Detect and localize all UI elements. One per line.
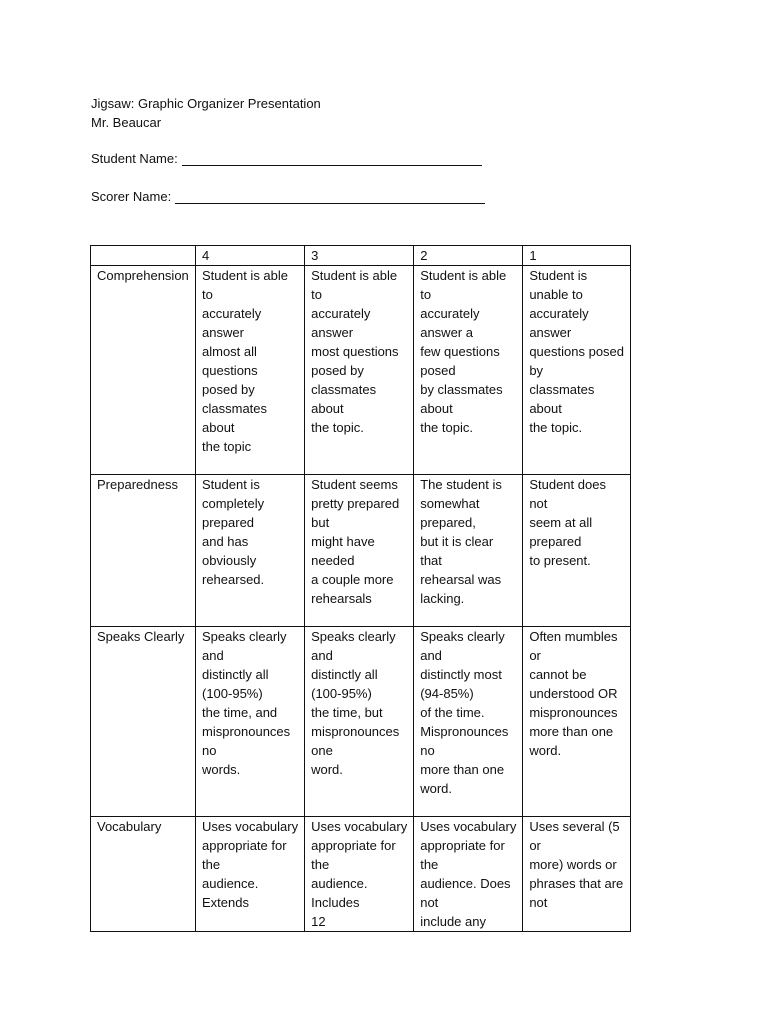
descriptor-line: The student is [420,477,502,492]
descriptor-cell [196,627,305,817]
descriptor-line: audience. [202,876,259,891]
descriptor-line: somewhat [420,496,480,511]
document-header [91,94,321,132]
descriptor-line: distinctly all [311,667,378,682]
descriptor-line: rehearsals [311,591,372,606]
descriptor-line: Speaks clearly [311,629,396,644]
descriptor-line: words. [202,762,241,777]
descriptor-cell [523,627,631,817]
descriptor-line: and [420,648,442,663]
descriptor-line: lacking. [420,591,465,606]
criterion-name: Speaks Clearly [97,629,185,644]
descriptor-line: few questions [420,344,500,359]
descriptor-line: prepared [529,534,582,549]
descriptor-cell [523,817,631,932]
scorer-name-blank [175,191,485,204]
descriptor-line: Student is able [420,268,507,283]
descriptor-line: of the time. [420,705,485,720]
descriptor-cell [414,475,523,627]
descriptor-line: distinctly all [202,667,269,682]
scorer-name-label: Scorer Name: [91,189,172,204]
descriptor-line: word. [529,743,562,758]
descriptor-line: more) words or [529,857,617,872]
descriptor-line: Student is [202,477,260,492]
descriptor-line: Extends [202,895,249,910]
rubric-row [91,627,631,817]
rubric-header-row [91,246,631,266]
rubric-table [90,245,631,932]
rubric-corner-cell [91,246,196,266]
descriptor-line: Student is able [311,268,398,283]
descriptor-line: word. [420,781,453,796]
descriptor-line: and [202,648,224,663]
student-name-label: Student Name: [91,151,178,166]
score-header-4: 4 [196,246,305,266]
descriptor-line: Often mumbles [529,629,618,644]
descriptor-line: (100-95%) [311,686,372,701]
descriptor-line: almost all [202,344,257,359]
descriptor-line: Uses vocabulary [420,819,517,834]
student-name-blank [182,153,482,166]
descriptor-line: seem at all [529,515,593,530]
criterion-name: Vocabulary [97,819,162,834]
descriptor-line: Student is [529,268,588,283]
descriptor-line: audience. [311,876,368,891]
descriptor-line: classmates [529,382,595,397]
descriptor-line: the topic. [420,420,473,435]
descriptor-line: the [420,857,439,872]
descriptor-line: prepared [202,515,255,530]
descriptor-line: the topic. [311,420,364,435]
descriptor-line: Student seems [311,477,398,492]
criterion-cell [91,475,196,627]
descriptor-line: rehearsed. [202,572,265,587]
descriptor-line: posed by [202,382,255,397]
descriptor-line: Student does [529,477,606,492]
descriptor-cell [523,266,631,475]
descriptor-line: not [529,496,548,511]
descriptor-line: and has [202,534,249,549]
descriptor-line: pretty prepared [311,496,400,511]
descriptor-cell [305,627,414,817]
rubric-row [91,266,631,475]
student-name-field [91,151,482,166]
descriptor-cell [305,817,414,932]
score-header-2: 2 [414,246,523,266]
descriptor-line: 12 [311,914,326,929]
descriptor-line: Uses vocabulary [311,819,408,834]
descriptor-line: appropriate for [420,838,505,853]
descriptor-line: to [420,287,432,302]
descriptor-line: answer [529,325,572,340]
descriptor-line: appropriate for [202,838,287,853]
criterion-cell [91,266,196,475]
descriptor-line: answer [311,325,354,340]
descriptor-line: (94-85%) [420,686,474,701]
descriptor-line: appropriate for [311,838,396,853]
descriptor-line: accurately [202,306,262,321]
descriptor-line: the time, and [202,705,278,720]
descriptor-line: Includes [311,895,360,910]
descriptor-line: to present. [529,553,591,568]
descriptor-line: accurately [529,306,589,321]
descriptor-line: most questions [311,344,399,359]
descriptor-line: completely [202,496,265,511]
score-header-3: 3 [305,246,414,266]
descriptor-line: mispronounces [529,705,618,720]
descriptor-line: Speaks clearly [202,629,287,644]
descriptor-line: questions [202,363,258,378]
descriptor-line: or [529,838,541,853]
descriptor-line: about [311,401,344,416]
descriptor-line: the [202,857,221,872]
descriptor-line: answer [202,325,244,340]
criterion-cell [91,627,196,817]
descriptor-line: Student is able [202,268,289,283]
descriptor-line: mispronounces [202,724,291,739]
descriptor-line: Uses several (5 [529,819,620,834]
descriptor-line: but [311,515,330,530]
descriptor-line: the [311,857,330,872]
descriptor-line: classmates [311,382,377,397]
criterion-cell [91,817,196,932]
descriptor-line: or [529,648,541,663]
criterion-name: Comprehension [97,268,189,283]
descriptor-line: posed by [311,363,364,378]
descriptor-cell [414,817,523,932]
descriptor-line: questions posed [529,344,625,359]
descriptor-line: Speaks clearly [420,629,505,644]
descriptor-line: cannot be [529,667,587,682]
descriptor-line: about [202,420,235,435]
descriptor-cell [196,817,305,932]
descriptor-line: but it is clear [420,534,494,549]
descriptor-line: and [311,648,333,663]
descriptor-line: phrases that are [529,876,624,891]
descriptor-line: prepared, [420,515,476,530]
descriptor-line: needed [311,553,355,568]
descriptor-line: include any [420,914,486,929]
descriptor-line: the time, but [311,705,383,720]
descriptor-line: accurately [420,306,480,321]
descriptor-line: understood OR [529,686,618,701]
descriptor-line: to [202,287,213,302]
descriptor-cell [414,266,523,475]
descriptor-line: Mispronounces [420,724,509,739]
descriptor-line: about [529,401,562,416]
rubric-row [91,475,631,627]
descriptor-line: by [529,363,544,378]
descriptor-line: that [420,553,442,568]
descriptor-cell [414,627,523,817]
descriptor-line: answer a [420,325,473,340]
descriptor-line: rehearsal was [420,572,502,587]
descriptor-line: about [420,401,453,416]
descriptor-cell [196,475,305,627]
criterion-name: Preparedness [97,477,178,492]
descriptor-line: obviously [202,553,257,568]
descriptor-cell [196,266,305,475]
document-title: Jigsaw: Graphic Organizer Presentation [91,96,321,111]
descriptor-line: posed [420,363,456,378]
descriptor-line: word. [311,762,343,777]
descriptor-line: accurately [311,306,371,321]
descriptor-line: unable to [529,287,583,302]
descriptor-line: audience. Does [420,876,511,891]
scorer-name-field [91,189,485,204]
descriptor-line: more than one [420,762,505,777]
descriptor-line: Uses vocabulary [202,819,299,834]
descriptor-line: might have [311,534,375,549]
rubric-row [91,817,631,932]
descriptor-cell [305,266,414,475]
descriptor-line: by classmates [420,382,503,397]
descriptor-line: mispronounces [311,724,400,739]
descriptor-line: (100-95%) [202,686,263,701]
descriptor-line: not [420,895,439,910]
descriptor-line: no [202,743,217,758]
descriptor-cell [305,475,414,627]
descriptor-line: the topic. [529,420,583,435]
descriptor-line: not [529,895,548,910]
descriptor-line: distinctly most [420,667,502,682]
descriptor-line: one [311,743,333,758]
descriptor-line: no [420,743,435,758]
descriptor-line: to [311,287,322,302]
descriptor-line: classmates [202,401,268,416]
descriptor-line: the topic [202,439,252,454]
score-header-1: 1 [523,246,631,266]
descriptor-cell [523,475,631,627]
descriptor-line: a couple more [311,572,394,587]
descriptor-line: more than one [529,724,614,739]
teacher-name: Mr. Beaucar [91,115,162,130]
